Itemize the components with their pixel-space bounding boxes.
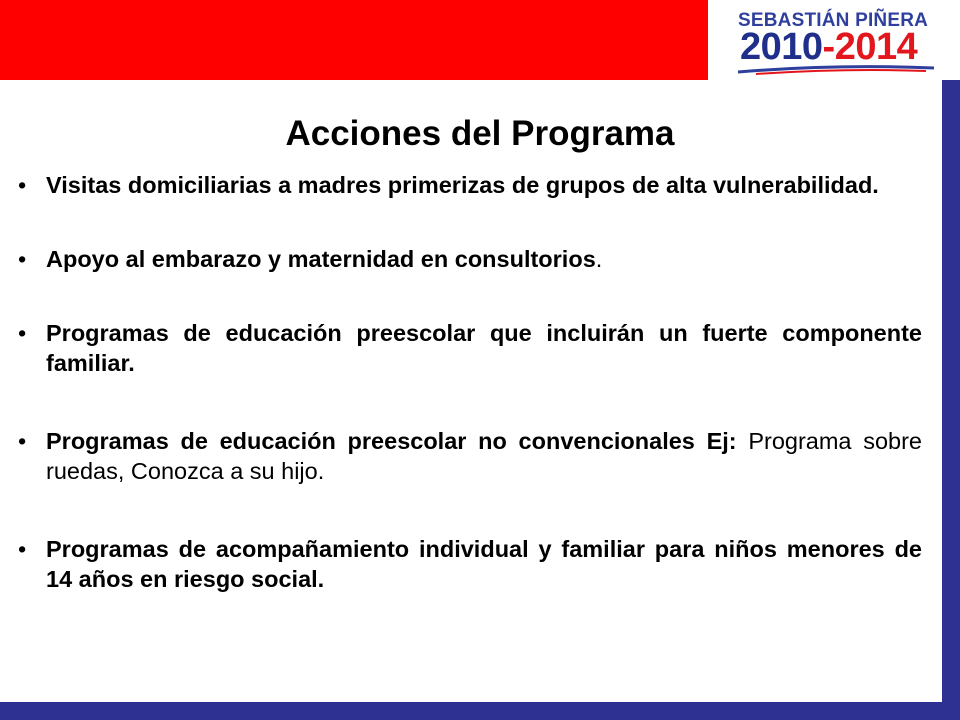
bullet-text-bold: Programas de educación preescolar que incluirán un fuerte componente familiar. bbox=[46, 320, 922, 376]
bullet-text-normal: Programa sobre ruedas, Conozca a su hijo. bbox=[46, 428, 922, 484]
bullet-text-bold: Apoyo al embarazo y maternidad en consultorios bbox=[46, 246, 596, 272]
logo-year-end: 2014 bbox=[834, 26, 918, 68]
bullet-item bbox=[16, 244, 922, 274]
campaign-logo bbox=[728, 6, 944, 80]
bullet-item bbox=[16, 170, 922, 200]
logo-swoosh-icon bbox=[736, 62, 936, 76]
header-red-band bbox=[0, 0, 708, 80]
right-blue-border bbox=[942, 80, 960, 720]
logo-year-dash: - bbox=[822, 26, 835, 68]
bullet-item bbox=[16, 318, 922, 378]
bullet-list bbox=[16, 170, 922, 594]
bottom-blue-border bbox=[0, 702, 960, 720]
logo-year-start: 2010 bbox=[740, 26, 823, 68]
bullet-text-bold: Programas de educación preescolar no convencionales Ej: bbox=[46, 428, 737, 454]
slide-title: Acciones del Programa bbox=[285, 114, 675, 153]
bullet-item bbox=[16, 426, 922, 486]
bullet-text-normal: . bbox=[595, 246, 603, 272]
bullet-text-bold: Programas de acompañamiento individual y familiar para niños menores de 14 años en riesgo social. bbox=[46, 536, 922, 592]
bullet-item bbox=[16, 534, 922, 594]
bullet-text-bold: Visitas domiciliarias a madres primerizas de grupos de alta vulnerabilidad. bbox=[46, 172, 879, 198]
logo-name: SEBASTIÁN PIÑERA bbox=[738, 10, 929, 31]
